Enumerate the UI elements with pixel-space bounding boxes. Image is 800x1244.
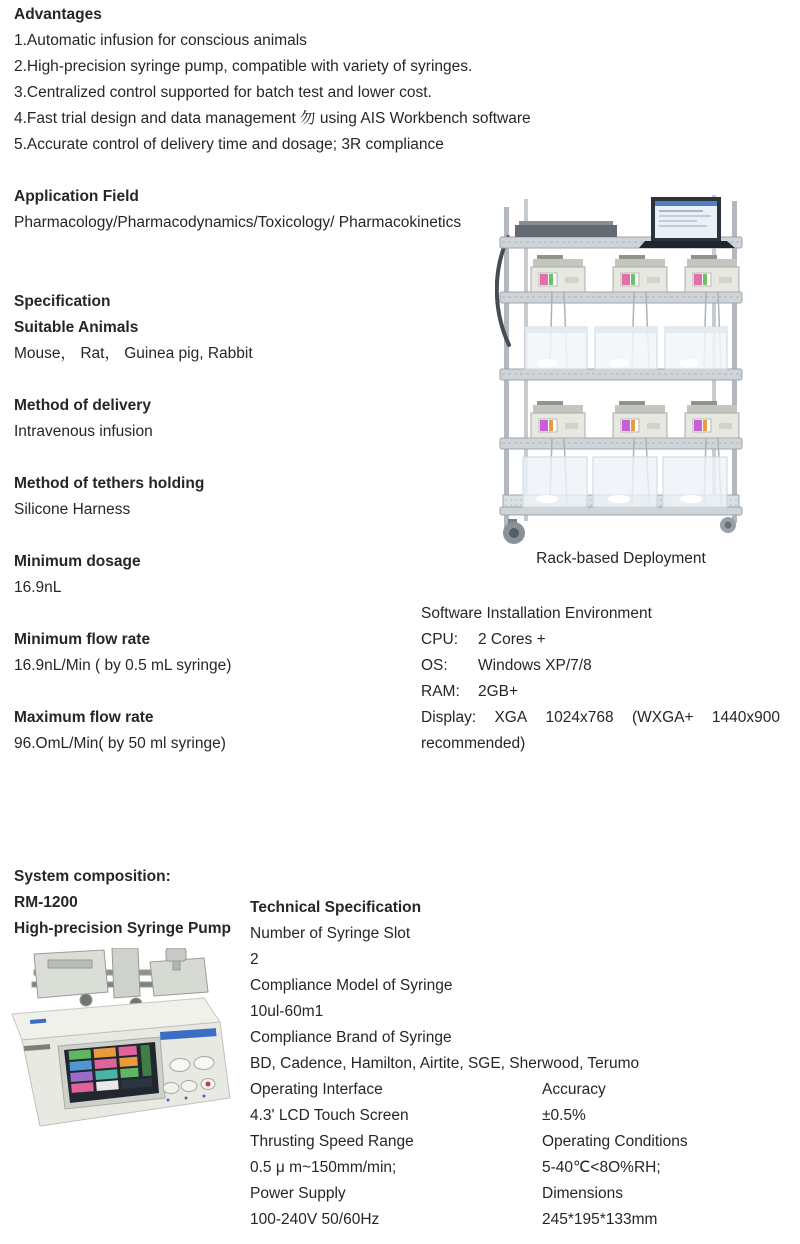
tech-spec-two-col-row	[250, 1129, 795, 1155]
tech-spec-two-col-row	[250, 1155, 795, 1181]
env-row	[421, 627, 780, 653]
tech-spec-col-right: 245*195*133mm	[542, 1211, 658, 1228]
spec-block	[14, 705, 253, 757]
software-env-title: Software Installation Environment	[421, 605, 652, 622]
advantage-item: 3.Centralized control supported for batch test and lower cost.	[14, 84, 432, 101]
spec-block	[14, 627, 253, 679]
caster-wheels	[503, 517, 736, 544]
cage-row1	[525, 327, 727, 369]
tech-spec-title: Technical Specification	[250, 899, 422, 916]
application-field-title: Application Field	[14, 188, 139, 205]
advantage-item: 2.High-precision syringe pump, compatible with variety of syringes.	[14, 58, 473, 75]
env-display-token: XGA	[494, 709, 528, 726]
technical-specification-section	[250, 895, 795, 1233]
advantages-section	[14, 2, 531, 158]
spec-label: Maximum flow rate	[14, 709, 154, 726]
pump-row1	[531, 255, 739, 292]
specification-title: Specification	[14, 293, 111, 310]
spec-block	[14, 549, 253, 601]
spec-value: Mouse， Rat， Guinea pig, Rabbit	[14, 345, 253, 362]
env-display-token: 1440x900	[711, 709, 780, 726]
pump-illustration	[8, 948, 234, 1134]
tech-spec-col-right: Accuracy	[542, 1081, 606, 1098]
cage-row2	[523, 457, 727, 507]
rack-caption: Rack-based Deployment	[536, 550, 706, 567]
pump-row2	[531, 401, 739, 438]
env-display-token: 1024x768	[545, 709, 614, 726]
tech-spec-col-right: 5-40℃<8O%RH;	[542, 1159, 661, 1176]
env-row-value: Windows XP/7/8	[478, 657, 592, 674]
tech-spec-two-col-row	[250, 1103, 795, 1129]
rack-illustration	[495, 195, 747, 547]
tech-spec-row: BD, Cadence, Hamilton, Airtite, SGE, Sherwood, Terumo	[250, 1055, 640, 1072]
advantage-item: 5.Accurate control of delivery time and dosage; 3R compliance	[14, 136, 444, 153]
product-name: High-precision Syringe Pump	[14, 920, 232, 937]
env-display-row	[421, 705, 780, 731]
tech-spec-col-left: Thrusting Speed Range	[250, 1133, 414, 1150]
spec-label: Minimum flow rate	[14, 631, 151, 648]
application-field-text: Pharmacology/Pharmacodynamics/Toxicology/ Pharmacokinetics	[14, 214, 462, 231]
rack-deployment-image	[495, 195, 747, 547]
tech-spec-col-left: 100-240V 50/60Hz	[250, 1211, 380, 1228]
spec-value: 16.9nL	[14, 579, 62, 596]
spec-block	[14, 393, 253, 445]
tech-spec-row: 10ul-60m1	[250, 1003, 324, 1020]
env-row-label: OS:	[421, 657, 448, 674]
system-composition-section	[14, 864, 231, 942]
spec-label: Minimum dosage	[14, 553, 141, 570]
spec-value: 96.OmL/Min( by 50 ml syringe)	[14, 735, 226, 752]
advantage-item: 4.Fast trial design and data management 勿 using AIS Workbench software	[14, 110, 531, 127]
env-row-value: 2GB+	[478, 683, 519, 700]
spec-block	[14, 315, 253, 367]
laptop-illustration	[639, 197, 735, 248]
spec-value: 16.9nL/Min ( by 0.5 mL syringe)	[14, 657, 232, 674]
tech-spec-col-right: Operating Conditions	[542, 1133, 688, 1150]
env-row-label: CPU:	[421, 631, 459, 648]
model-number: RM-1200	[14, 894, 78, 911]
specification-section	[14, 289, 253, 757]
advantage-item: 1.Automatic infusion for conscious animals	[14, 32, 307, 49]
tech-spec-col-left: 4.3' LCD Touch Screen	[250, 1107, 409, 1124]
spec-value: Intravenous infusion	[14, 423, 153, 440]
env-row-value: 2 Cores +	[478, 631, 546, 648]
syringe-pump-image	[8, 948, 234, 1134]
env-row	[421, 653, 780, 679]
application-field-section	[14, 184, 461, 236]
spec-value: Silicone Harness	[14, 501, 131, 518]
spec-label: Suitable Animals	[14, 319, 139, 336]
env-row	[421, 679, 780, 705]
tech-spec-two-col-row	[250, 1077, 795, 1103]
env-row-label: RAM:	[421, 683, 460, 700]
system-composition-title: System composition:	[14, 868, 171, 885]
tech-spec-two-col-row	[250, 1207, 795, 1233]
software-environment-section	[421, 601, 780, 757]
tech-spec-col-right: Dimensions	[542, 1185, 623, 1202]
tech-spec-row: Compliance Model of Syringe	[250, 977, 453, 994]
spec-block	[14, 471, 253, 523]
env-display-wrap: recommended)	[421, 735, 526, 752]
tech-spec-row: 2	[250, 951, 259, 968]
tech-spec-row: Number of Syringe Slot	[250, 925, 411, 942]
advantages-title: Advantages	[14, 6, 102, 23]
env-display-token: Display:	[421, 709, 477, 726]
tech-spec-col-left: Power Supply	[250, 1185, 346, 1202]
tech-spec-col-left: Operating Interface	[250, 1081, 383, 1098]
tech-spec-col-right: ±0.5%	[542, 1107, 586, 1124]
spec-label: Method of delivery	[14, 397, 151, 414]
env-display-token: (WXGA+	[631, 709, 694, 726]
tech-spec-row: Compliance Brand of Syringe	[250, 1029, 452, 1046]
tech-spec-col-left: 0.5 μ m~150mm/min;	[250, 1159, 397, 1176]
spec-label: Method of tethers holding	[14, 475, 205, 492]
tech-spec-two-col-row	[250, 1181, 795, 1207]
